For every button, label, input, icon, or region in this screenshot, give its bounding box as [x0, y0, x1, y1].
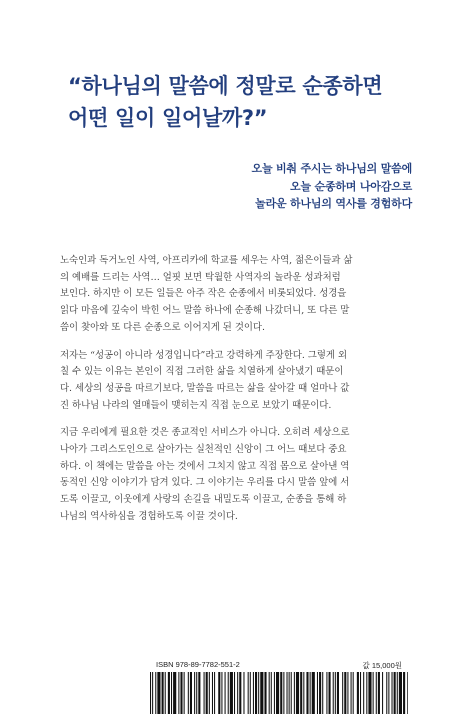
paragraph-line: 노숙인과 독거노인 사역, 아프리카에 학교를 세우는 사역, 젊은이들과 삶	[60, 255, 353, 266]
paragraph-line: 지금 우리에게 필요한 것은 종교적인 서비스가 아니다. 오히려 세상으로	[60, 427, 350, 439]
paragraph-line: 저자는 “성공이 아니라 성경입니다”라고 강력하게 주장한다. 그렇게 외	[60, 349, 348, 361]
paragraph-line: 씀이 찾아와 또 다른 순종으로 이어지게 된 것이다.	[60, 321, 265, 333]
tagline-line-2: 오늘 순종하며 나아감으로	[290, 179, 412, 193]
price-label: 값 15,000원	[362, 661, 402, 670]
paragraph-line: 진 하나님 나라의 열매들이 맺히는지 직접 눈으로 보았기 때문이다.	[60, 399, 332, 411]
paragraph-line: 나님의 역사하심을 경험하도록 이끌 것이다.	[60, 510, 238, 522]
description-paragraph-1	[60, 253, 412, 337]
paragraph-line: 하다. 이 책에는 말씀을 아는 것에서 그치지 않고 직접 몸으로 살아낸 역	[60, 460, 350, 472]
headline-line-1: “하나님의 말씀에 정말로 순종하면	[68, 74, 383, 98]
description-paragraph-3	[60, 425, 412, 525]
paragraph-line: 의 예배를 드리는 사역… 얼핏 보면 탁월한 사역자의 놀라운 성과처럼	[60, 271, 341, 283]
paragraph-line: 다. 세상의 성공을 따르기보다, 말씀을 따르는 삶을 살아갈 때 얼마나 값	[60, 382, 350, 394]
tagline	[152, 160, 412, 213]
tagline-line-3: 놀라운 하나님의 역사를 경험하다	[255, 197, 412, 210]
headline-quote	[68, 70, 448, 134]
paragraph-line: 동적인 신앙 이야기가 담겨 있다. 그 이야기는 우리를 다시 말씀 앞에 서	[60, 477, 350, 489]
tagline-line-1: 오늘 비춰 주시는 하나님의 말씀에	[251, 162, 412, 175]
book-description	[60, 253, 412, 537]
paragraph-line: 읽다 마음에 깊숙이 박힌 어느 말씀 하나에 순종해 나갔더니, 또 다른 말	[60, 305, 350, 317]
paragraph-line: 나아가 그리스도인으로 살아가는 실천적인 신앙이 그 어느 때보다 중요	[60, 444, 347, 456]
paragraph-line: 도록 이끌고, 이웃에게 사랑의 손길을 내밀도록 이끌고, 순종을 통해 하	[60, 494, 347, 506]
headline-line-2: 어떤 일이 일어날까?”	[68, 106, 268, 130]
paragraph-line: 칠 수 있는 이유는 본인이 직접 그러한 삶을 치열하게 살아냈기 때문이	[60, 366, 344, 378]
isbn-barcode	[150, 672, 408, 714]
description-paragraph-2	[60, 348, 412, 415]
paragraph-line: 보인다. 하지만 이 모든 일들은 아주 작은 순종에서 비롯되었다. 성경을	[60, 288, 347, 300]
isbn-number: ISBN 978-89-7782-551-2	[156, 660, 240, 669]
